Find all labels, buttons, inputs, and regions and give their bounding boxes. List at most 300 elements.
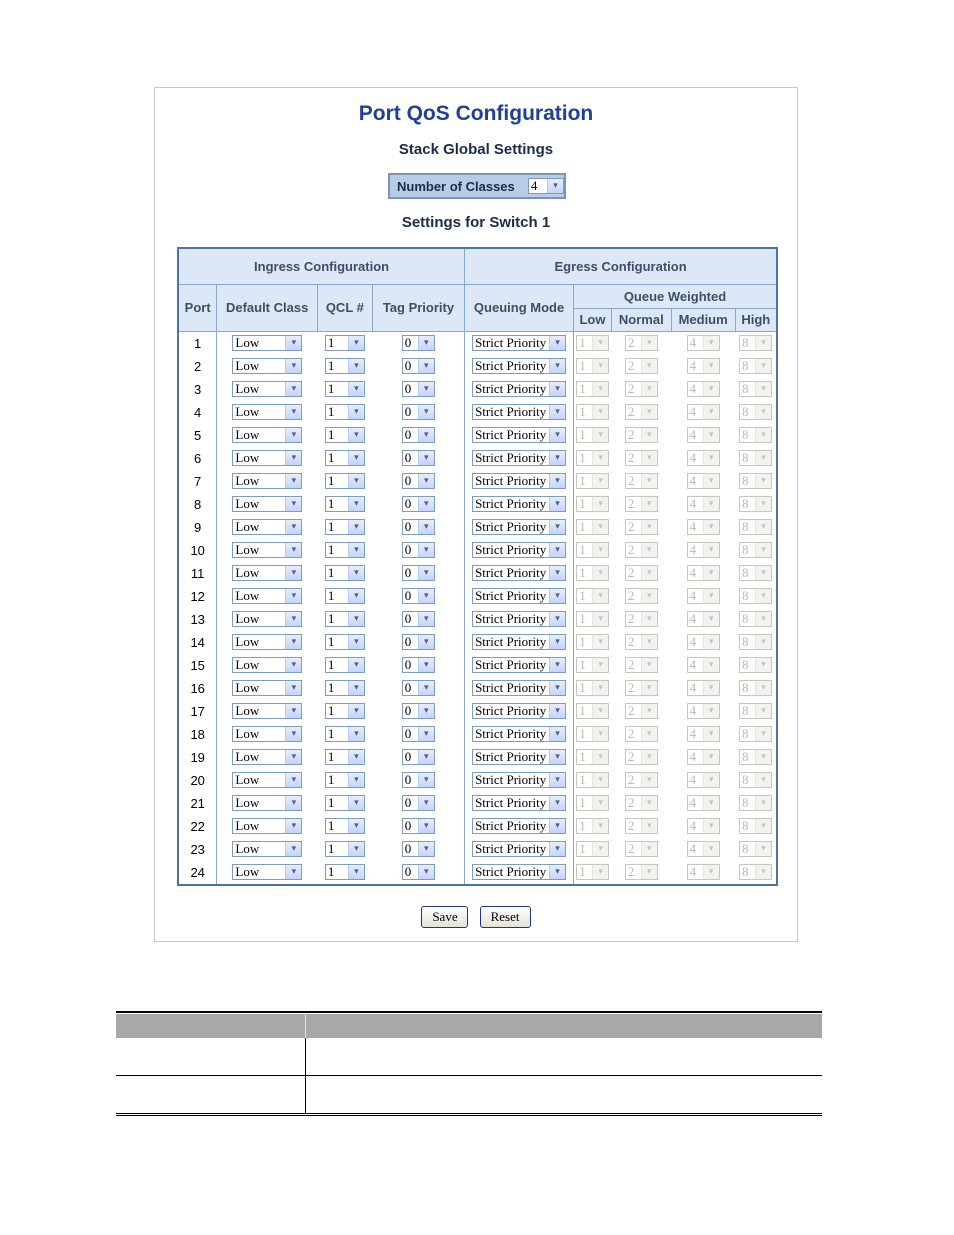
default-class-select[interactable] bbox=[232, 749, 302, 765]
chevron-down-icon: ▾ bbox=[755, 773, 771, 787]
chevron-down-icon: ▾ bbox=[285, 681, 301, 695]
queuing-mode-select[interactable] bbox=[472, 519, 566, 535]
tag-priority-select[interactable] bbox=[402, 427, 435, 443]
chevron-down-icon: ▾ bbox=[549, 520, 565, 534]
qcl-select[interactable] bbox=[325, 427, 365, 443]
queuing-mode-select[interactable] bbox=[472, 680, 566, 696]
select-value: 1 bbox=[579, 566, 586, 580]
select-value: Low bbox=[235, 336, 260, 350]
qcl-select[interactable] bbox=[325, 818, 365, 834]
qcl-select[interactable] bbox=[325, 358, 365, 374]
select-value: 8 bbox=[742, 612, 749, 626]
select-value: 4 bbox=[530, 179, 538, 193]
select-value: 4 bbox=[689, 589, 697, 603]
qcl-select[interactable] bbox=[325, 864, 365, 880]
select-value: Strict Priority bbox=[475, 382, 547, 396]
default_class-cell bbox=[217, 769, 318, 792]
table-row bbox=[178, 700, 777, 723]
qcl-select[interactable] bbox=[325, 335, 365, 351]
qcl-select[interactable] bbox=[325, 726, 365, 742]
qcl-cell bbox=[317, 470, 372, 493]
tag-priority-select[interactable] bbox=[402, 841, 435, 857]
chevron-down-icon: ▾ bbox=[641, 842, 657, 856]
default-class-select[interactable] bbox=[232, 358, 302, 374]
chevron-down-icon: ▾ bbox=[641, 474, 657, 488]
tag_priority-cell bbox=[372, 769, 464, 792]
default_class-cell bbox=[217, 424, 318, 447]
medium-cell bbox=[671, 585, 735, 608]
normal-weight-select bbox=[625, 703, 658, 719]
select-value: 8 bbox=[742, 405, 749, 419]
medium-weight-select bbox=[687, 588, 720, 604]
normal-weight-select bbox=[625, 611, 658, 627]
default_class-cell bbox=[217, 838, 318, 861]
default-class-select[interactable] bbox=[232, 404, 302, 420]
qcl-select[interactable] bbox=[325, 542, 365, 558]
select-value: Low bbox=[235, 359, 260, 373]
chevron-down-icon: ▾ bbox=[641, 612, 657, 626]
chevron-down-icon: ▾ bbox=[592, 842, 608, 856]
select-value: 8 bbox=[742, 750, 749, 764]
queuing-mode-select[interactable] bbox=[472, 565, 566, 581]
queuing-mode-select[interactable] bbox=[472, 404, 566, 420]
select-value: Strict Priority bbox=[475, 750, 547, 764]
chevron-down-icon: ▾ bbox=[703, 865, 719, 879]
select-value: 4 bbox=[689, 382, 697, 396]
port-number: 2 bbox=[194, 358, 202, 374]
qcl-cell bbox=[317, 585, 372, 608]
select-value: 0 bbox=[404, 819, 412, 833]
queuing-mode-select[interactable] bbox=[472, 657, 566, 673]
qcl-cell bbox=[317, 769, 372, 792]
select-value: 2 bbox=[627, 359, 635, 373]
qcl-select[interactable] bbox=[325, 404, 365, 420]
default_class-cell bbox=[217, 378, 318, 401]
high-weight-select bbox=[739, 358, 772, 374]
chevron-down-icon: ▾ bbox=[592, 520, 608, 534]
select-value: 0 bbox=[404, 336, 412, 350]
medium-cell bbox=[671, 838, 735, 861]
chevron-down-icon: ▾ bbox=[418, 865, 434, 879]
chevron-down-icon: ▾ bbox=[348, 750, 364, 764]
select-value: Strict Priority bbox=[475, 359, 547, 373]
queuing-mode-select[interactable] bbox=[472, 864, 566, 880]
low-cell bbox=[573, 539, 611, 562]
select-value: 0 bbox=[404, 635, 412, 649]
tag-priority-select[interactable] bbox=[402, 565, 435, 581]
reset-button[interactable]: Reset bbox=[480, 906, 531, 928]
qcl-select[interactable] bbox=[325, 611, 365, 627]
normal-weight-select bbox=[625, 657, 658, 673]
chevron-down-icon: ▾ bbox=[549, 658, 565, 672]
qcl-select[interactable] bbox=[325, 634, 365, 650]
ingress-config-header: Ingress Configuration bbox=[178, 248, 465, 284]
queuing-mode-select[interactable] bbox=[472, 496, 566, 512]
normal-cell bbox=[611, 331, 671, 355]
table-row bbox=[178, 401, 777, 424]
chevron-down-icon: ▾ bbox=[592, 635, 608, 649]
low-cell bbox=[573, 861, 611, 885]
high-cell bbox=[735, 700, 777, 723]
default-class-select[interactable] bbox=[232, 864, 302, 880]
queuing-mode-select[interactable] bbox=[472, 818, 566, 834]
chevron-down-icon: ▾ bbox=[755, 750, 771, 764]
queuing-mode-select[interactable] bbox=[472, 634, 566, 650]
chevron-down-icon: ▾ bbox=[285, 635, 301, 649]
default-class-select[interactable] bbox=[232, 565, 302, 581]
low-cell bbox=[573, 631, 611, 654]
normal-weight-select bbox=[625, 841, 658, 857]
default-class-select[interactable] bbox=[232, 335, 302, 351]
tag-priority-select[interactable] bbox=[402, 795, 435, 811]
select-value: 2 bbox=[627, 589, 635, 603]
select-value: Low bbox=[235, 451, 260, 465]
qcl-select[interactable] bbox=[325, 381, 365, 397]
description-cell bbox=[116, 1076, 306, 1113]
qcl-select[interactable] bbox=[325, 519, 365, 535]
chevron-down-icon: ▾ bbox=[755, 543, 771, 557]
chevron-down-icon: ▾ bbox=[285, 773, 301, 787]
high-weight-select bbox=[739, 450, 772, 466]
chevron-down-icon: ▾ bbox=[641, 589, 657, 603]
queuing-mode-select[interactable] bbox=[472, 588, 566, 604]
default_class-cell bbox=[217, 447, 318, 470]
chevron-down-icon: ▾ bbox=[418, 497, 434, 511]
low-cell bbox=[573, 562, 611, 585]
tag-priority-select[interactable] bbox=[402, 772, 435, 788]
low-weight-select bbox=[576, 427, 609, 443]
tag_priority-cell bbox=[372, 424, 464, 447]
qcl-select[interactable] bbox=[325, 657, 365, 673]
queuing_mode-cell bbox=[465, 723, 574, 746]
medium-cell bbox=[671, 608, 735, 631]
default_class-cell bbox=[217, 677, 318, 700]
medium-weight-select bbox=[687, 864, 720, 880]
table-row bbox=[178, 378, 777, 401]
select-value: 1 bbox=[327, 589, 335, 603]
select-value: 8 bbox=[742, 451, 749, 465]
select-value: 4 bbox=[689, 336, 697, 350]
medium-cell bbox=[671, 470, 735, 493]
col-port: Port bbox=[178, 284, 217, 331]
medium-cell bbox=[671, 746, 735, 769]
description-row bbox=[116, 1038, 822, 1076]
default-class-select[interactable] bbox=[232, 772, 302, 788]
medium-weight-select bbox=[687, 657, 720, 673]
select-value: 2 bbox=[627, 451, 635, 465]
low-weight-select bbox=[576, 450, 609, 466]
chevron-down-icon: ▾ bbox=[285, 796, 301, 810]
qcl-select[interactable] bbox=[325, 841, 365, 857]
default-class-select[interactable] bbox=[232, 450, 302, 466]
default_class-cell bbox=[217, 470, 318, 493]
select-value: Low bbox=[235, 681, 260, 695]
default-class-select[interactable] bbox=[232, 657, 302, 673]
chevron-down-icon: ▾ bbox=[549, 382, 565, 396]
chevron-down-icon: ▾ bbox=[418, 520, 434, 534]
port-number: 9 bbox=[194, 519, 202, 535]
default-class-select[interactable] bbox=[232, 427, 302, 443]
chevron-down-icon: ▾ bbox=[285, 520, 301, 534]
chevron-down-icon: ▾ bbox=[592, 681, 608, 695]
select-value: 1 bbox=[327, 543, 335, 557]
qcl-cell bbox=[317, 654, 372, 677]
normal-weight-select bbox=[625, 864, 658, 880]
tag-priority-select[interactable] bbox=[402, 335, 435, 351]
select-value: Low bbox=[235, 727, 260, 741]
queuing-mode-select[interactable] bbox=[472, 450, 566, 466]
qcl-cell bbox=[317, 815, 372, 838]
select-value: 2 bbox=[627, 336, 635, 350]
tag-priority-select[interactable] bbox=[402, 703, 435, 719]
tag_priority-cell bbox=[372, 792, 464, 815]
table-row bbox=[178, 838, 777, 861]
chevron-down-icon: ▾ bbox=[418, 566, 434, 580]
high-weight-select bbox=[739, 496, 772, 512]
chevron-down-icon: ▾ bbox=[285, 405, 301, 419]
tag-priority-select[interactable] bbox=[402, 358, 435, 374]
select-value: 1 bbox=[579, 727, 586, 741]
chevron-down-icon: ▾ bbox=[703, 474, 719, 488]
high-weight-select bbox=[739, 381, 772, 397]
qcl-select[interactable] bbox=[325, 795, 365, 811]
default_class-cell bbox=[217, 746, 318, 769]
qcl-select[interactable] bbox=[325, 473, 365, 489]
number-of-classes-select[interactable] bbox=[528, 178, 564, 194]
save-button[interactable]: Save bbox=[421, 906, 468, 928]
select-value: 1 bbox=[327, 382, 335, 396]
low-weight-select bbox=[576, 657, 609, 673]
high-cell bbox=[735, 447, 777, 470]
qcl-cell bbox=[317, 838, 372, 861]
default-class-select[interactable] bbox=[232, 634, 302, 650]
qcl-select[interactable] bbox=[325, 772, 365, 788]
tag-priority-select[interactable] bbox=[402, 496, 435, 512]
select-value: 4 bbox=[689, 865, 697, 879]
select-value: Strict Priority bbox=[475, 451, 547, 465]
chevron-down-icon: ▾ bbox=[418, 681, 434, 695]
chevron-down-icon: ▾ bbox=[755, 727, 771, 741]
chevron-down-icon: ▾ bbox=[549, 727, 565, 741]
chevron-down-icon: ▾ bbox=[348, 336, 364, 350]
normal-cell bbox=[611, 470, 671, 493]
tag-priority-select[interactable] bbox=[402, 542, 435, 558]
normal-cell bbox=[611, 585, 671, 608]
chevron-down-icon: ▾ bbox=[418, 612, 434, 626]
default_class-cell bbox=[217, 539, 318, 562]
queuing-mode-select[interactable] bbox=[472, 358, 566, 374]
chevron-down-icon: ▾ bbox=[592, 727, 608, 741]
high-weight-select bbox=[739, 726, 772, 742]
number-of-classes-label: Number of Classes bbox=[397, 178, 515, 194]
queuing-mode-select[interactable] bbox=[472, 427, 566, 443]
default_class-cell bbox=[217, 585, 318, 608]
button-bar bbox=[155, 906, 797, 928]
default-class-select[interactable] bbox=[232, 473, 302, 489]
chevron-down-icon: ▾ bbox=[348, 635, 364, 649]
select-value: Strict Priority bbox=[475, 681, 547, 695]
select-value: 8 bbox=[742, 635, 749, 649]
tag-priority-select[interactable] bbox=[402, 726, 435, 742]
queuing_mode-cell bbox=[465, 769, 574, 792]
select-value: 8 bbox=[742, 428, 749, 442]
default-class-select[interactable] bbox=[232, 519, 302, 535]
qcl-cell bbox=[317, 723, 372, 746]
select-value: 0 bbox=[404, 589, 412, 603]
queuing-mode-select[interactable] bbox=[472, 542, 566, 558]
high-cell bbox=[735, 769, 777, 792]
select-value: 2 bbox=[627, 842, 635, 856]
select-value: 8 bbox=[742, 819, 749, 833]
chevron-down-icon: ▾ bbox=[348, 359, 364, 373]
default-class-select[interactable] bbox=[232, 496, 302, 512]
chevron-down-icon: ▾ bbox=[703, 681, 719, 695]
chevron-down-icon: ▾ bbox=[592, 566, 608, 580]
tag-priority-select[interactable] bbox=[402, 864, 435, 880]
qcl-select[interactable] bbox=[325, 450, 365, 466]
select-value: 0 bbox=[404, 382, 412, 396]
port-number: 12 bbox=[190, 588, 205, 604]
chevron-down-icon: ▾ bbox=[641, 773, 657, 787]
select-value: 0 bbox=[404, 497, 412, 511]
select-value: 1 bbox=[579, 658, 586, 672]
qcl-select[interactable] bbox=[325, 749, 365, 765]
description-header-cell bbox=[116, 1014, 306, 1038]
select-value: 8 bbox=[742, 474, 749, 488]
chevron-down-icon: ▾ bbox=[549, 681, 565, 695]
egress-config-header: Egress Configuration bbox=[465, 248, 777, 284]
select-value: 1 bbox=[327, 704, 335, 718]
high-weight-select bbox=[739, 427, 772, 443]
medium-weight-select bbox=[687, 358, 720, 374]
chevron-down-icon: ▾ bbox=[549, 704, 565, 718]
chevron-down-icon: ▾ bbox=[549, 451, 565, 465]
qcl-select[interactable] bbox=[325, 680, 365, 696]
queuing-mode-select[interactable] bbox=[472, 795, 566, 811]
chevron-down-icon: ▾ bbox=[703, 819, 719, 833]
medium-weight-select bbox=[687, 335, 720, 351]
select-value: 1 bbox=[579, 796, 586, 810]
select-value: 2 bbox=[627, 819, 635, 833]
queuing-mode-select[interactable] bbox=[472, 473, 566, 489]
tag-priority-select[interactable] bbox=[402, 611, 435, 627]
chevron-down-icon: ▾ bbox=[703, 405, 719, 419]
queuing-mode-select[interactable] bbox=[472, 749, 566, 765]
chevron-down-icon: ▾ bbox=[755, 658, 771, 672]
normal-weight-select bbox=[625, 450, 658, 466]
qcl-cell bbox=[317, 516, 372, 539]
default-class-select[interactable] bbox=[232, 726, 302, 742]
chevron-down-icon: ▾ bbox=[348, 681, 364, 695]
tag-priority-select[interactable] bbox=[402, 404, 435, 420]
default-class-select[interactable] bbox=[232, 703, 302, 719]
select-value: 1 bbox=[579, 635, 586, 649]
tag-priority-select[interactable] bbox=[402, 519, 435, 535]
tag-priority-select[interactable] bbox=[402, 381, 435, 397]
tag-priority-select[interactable] bbox=[402, 450, 435, 466]
chevron-down-icon: ▾ bbox=[418, 382, 434, 396]
table-row bbox=[178, 654, 777, 677]
medium-cell bbox=[671, 769, 735, 792]
normal-weight-select bbox=[625, 519, 658, 535]
tag-priority-select[interactable] bbox=[402, 680, 435, 696]
select-value: 1 bbox=[579, 704, 586, 718]
chevron-down-icon: ▾ bbox=[641, 405, 657, 419]
tag_priority-cell bbox=[372, 562, 464, 585]
table-row bbox=[178, 516, 777, 539]
select-value: Strict Priority bbox=[475, 474, 547, 488]
chevron-down-icon: ▾ bbox=[755, 474, 771, 488]
select-value: 8 bbox=[742, 727, 749, 741]
queuing-mode-select[interactable] bbox=[472, 841, 566, 857]
high-weight-select bbox=[739, 772, 772, 788]
chevron-down-icon: ▾ bbox=[285, 543, 301, 557]
queuing-mode-select[interactable] bbox=[472, 611, 566, 627]
default-class-select[interactable] bbox=[232, 795, 302, 811]
qcl-select[interactable] bbox=[325, 703, 365, 719]
chevron-down-icon: ▾ bbox=[549, 543, 565, 557]
high-weight-select bbox=[739, 473, 772, 489]
default-class-select[interactable] bbox=[232, 588, 302, 604]
select-value: Low bbox=[235, 704, 260, 718]
tag-priority-select[interactable] bbox=[402, 588, 435, 604]
queuing_mode-cell bbox=[465, 355, 574, 378]
medium-cell bbox=[671, 378, 735, 401]
default-class-select[interactable] bbox=[232, 680, 302, 696]
tag_priority-cell bbox=[372, 815, 464, 838]
select-value: 4 bbox=[689, 819, 697, 833]
default-class-select[interactable] bbox=[232, 381, 302, 397]
default-class-select[interactable] bbox=[232, 818, 302, 834]
normal-weight-select bbox=[625, 772, 658, 788]
default-class-select[interactable] bbox=[232, 611, 302, 627]
chevron-down-icon: ▾ bbox=[418, 704, 434, 718]
chevron-down-icon: ▾ bbox=[641, 704, 657, 718]
description-header-row bbox=[116, 1013, 822, 1038]
high-cell bbox=[735, 677, 777, 700]
chevron-down-icon: ▾ bbox=[285, 727, 301, 741]
chevron-down-icon: ▾ bbox=[755, 428, 771, 442]
select-value: 1 bbox=[327, 497, 335, 511]
default-class-select[interactable] bbox=[232, 841, 302, 857]
tag-priority-select[interactable] bbox=[402, 657, 435, 673]
normal-weight-select bbox=[625, 588, 658, 604]
tag-priority-select[interactable] bbox=[402, 818, 435, 834]
low-cell bbox=[573, 516, 611, 539]
queuing-mode-select[interactable] bbox=[472, 726, 566, 742]
queuing-mode-select[interactable] bbox=[472, 772, 566, 788]
tag_priority-cell bbox=[372, 654, 464, 677]
qcl-select[interactable] bbox=[325, 496, 365, 512]
default_class-cell bbox=[217, 562, 318, 585]
default-class-select[interactable] bbox=[232, 542, 302, 558]
select-value: 1 bbox=[327, 681, 335, 695]
tag-priority-select[interactable] bbox=[402, 473, 435, 489]
qcl-select[interactable] bbox=[325, 565, 365, 581]
col-normal: Normal bbox=[611, 308, 671, 331]
chevron-down-icon: ▾ bbox=[592, 428, 608, 442]
qcl-select[interactable] bbox=[325, 588, 365, 604]
select-value: 2 bbox=[627, 566, 635, 580]
chevron-down-icon: ▾ bbox=[592, 336, 608, 350]
tag-priority-select[interactable] bbox=[402, 634, 435, 650]
queuing-mode-select[interactable] bbox=[472, 381, 566, 397]
tag-priority-select[interactable] bbox=[402, 749, 435, 765]
queuing-mode-select[interactable] bbox=[472, 703, 566, 719]
chevron-down-icon: ▾ bbox=[641, 865, 657, 879]
chevron-down-icon: ▾ bbox=[348, 566, 364, 580]
queuing-mode-select[interactable] bbox=[472, 335, 566, 351]
